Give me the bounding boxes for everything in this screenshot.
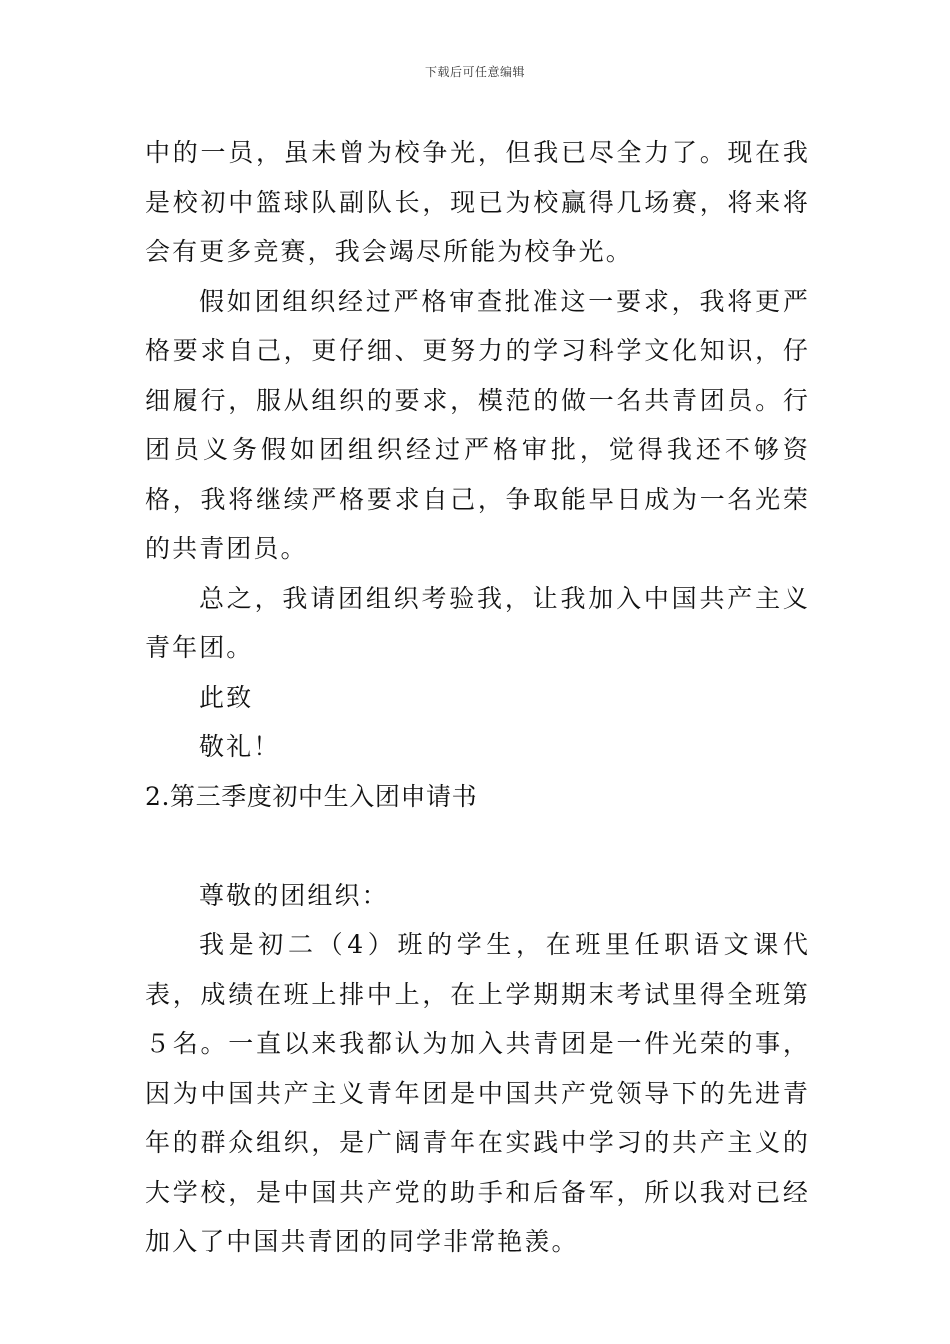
document-body [145,128,810,1267]
salutation: 尊敬的团组织： [199,880,389,910]
section-heading: 2.第三季度初中生入团申请书 [145,781,478,811]
page-header: 下载后可任意编辑 [424,65,525,79]
paragraph-intro: 我是初二（4）班的学生，在班里任职语文课代表，成绩在班上排中上，在上学期期末考试里得全班第５名。一直以来我都认为加入共青团是一件光荣的事，因为中国共产主义青年团是中国共产党领导下的先进青年的群众组织，是广阔青年在实践中学习的共产主义的大学校，是中国共产党的助手和后备军，所以我对已经加入了中国共青团的同学非常艳羡。 [145,930,810,1256]
paragraph-continuation: 中的一员，虽未曾为校争光，但我已尽全力了。现在我是校初中篮球队副队长，现已为校赢得几场赛，将来将会有更多竞赛，我会竭尽所能为校争光。 [145,138,810,266]
section-spacer [145,821,810,871]
closing-salute: 敬礼！ [199,732,281,761]
paragraph-summary: 总之，我请团组织考验我，让我加入中国共产主义青年团。 [145,583,810,662]
paragraph-commitment: 假如团组织经过严格审查批准这一要求，我将更严格要求自己，更仔细、更努力的学习科学文化知识，仔细履行，服从组织的要求，模范的做一名共青团员。行团员义务假如团组织经过严格审批，觉得我还不够资格，我将继续严格要求自己，争取能早日成为一名光荣的共青团员。 [145,286,810,563]
closing-greeting: 此致 [199,682,254,712]
